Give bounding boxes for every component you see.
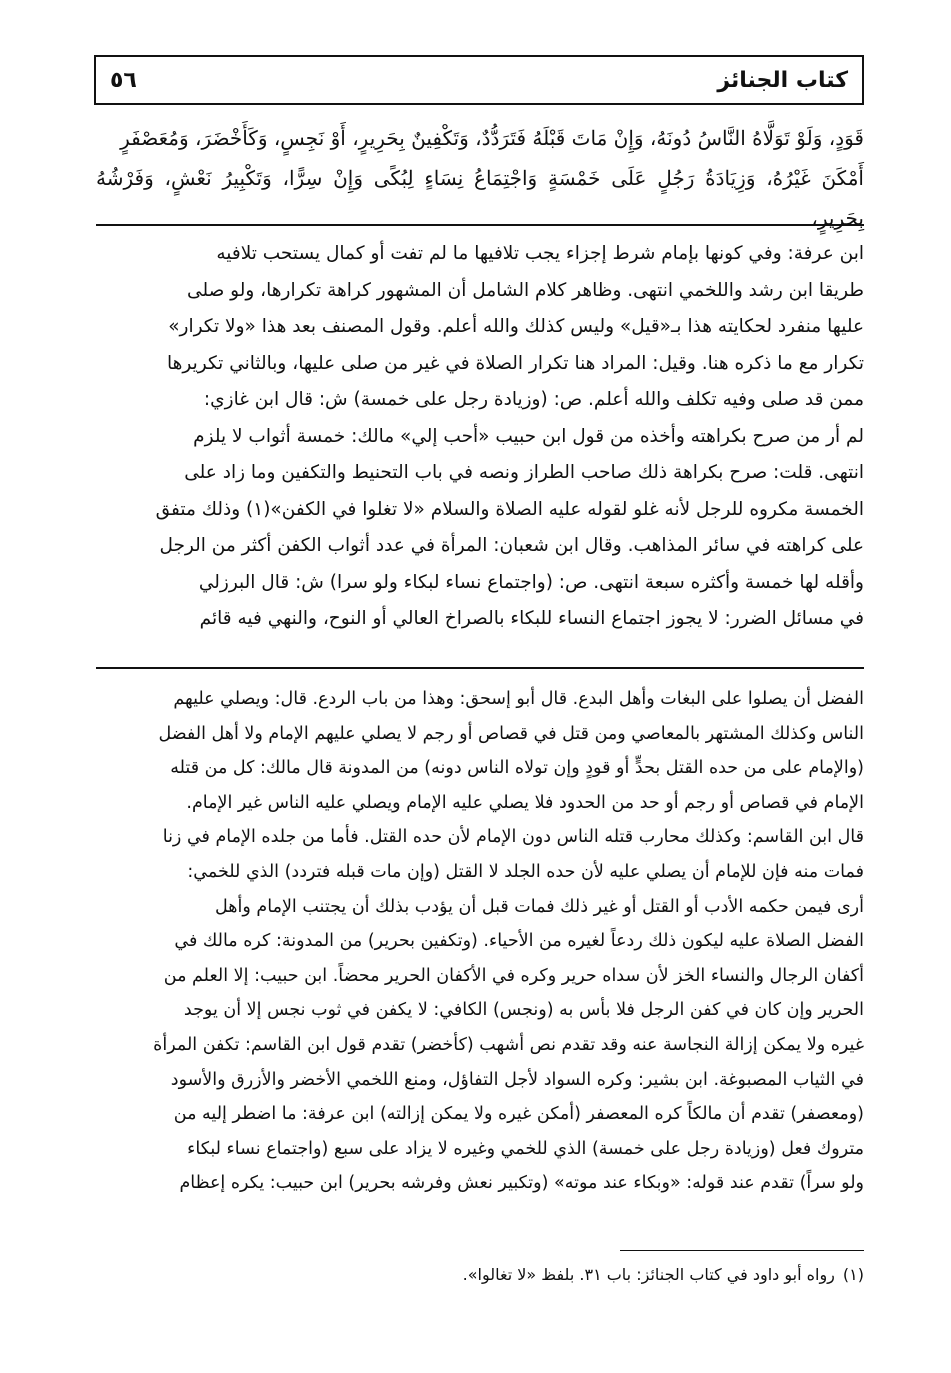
hashiya-line: متروك فعل (وزيادة رجل على خمسة) الذي للخمي وغيره لا يزاد على سبع (واجتماع نساء لبكاء xyxy=(187,1138,864,1159)
hashiya-line: الفضل الصلاة عليه ليكون ذلك ردعاً لغيره من الأحياء. (وتكفين بحرير) من المدونة: كره مالك في xyxy=(174,931,864,952)
hashiya-line: الحرير وإن كان في كفن الرجل فلا بأس به (ونجس) الكافي: لا يكفن في ثوب نجس إلا أن يوجد xyxy=(183,1000,864,1021)
hashiya-line: (والإمام على من حده القتل بحدٍّ أو قودٍ وإن تولاه الناس دونه) من المدونة قال مالك: كل من قتله xyxy=(170,758,864,779)
matn-line: أَمْكَنَ غَيْرُهُ، وَزِيَادَةُ رَجُلٍ عَلَى خَمْسَةٍ وَاجْتِمَاعُ نِسَاءٍ لِبُكًى وَإِنْ سِرًّا، وَتَكْبِيرُ نَعْشٍ، وَفَرْشُهُ بِحَرِيرٍ، xyxy=(96,166,864,230)
hashiya-line: الفضل أن يصلوا على البغات وأهل البدع. قال أبو إسحق: وهذا من باب الردع. قال: ويصلي عليهم xyxy=(173,689,864,709)
hashiya-line: في الثياب المصبوغة. ابن بشير: وكره السواد لأجل التفاؤل، ومنع اللخمي الأخضر والأزرق والأسود xyxy=(170,1069,864,1090)
footnote-marker: (١) xyxy=(842,1265,864,1284)
footnote xyxy=(200,1262,864,1288)
hashiya-line: الناس وكذلك المشتهر بالمعاصي ومن قتل في قصاص أو رجم لا يصلي عليهم الإمام ولا أهل الفضل xyxy=(158,723,864,744)
hashiya-line: ولو سراً) تقدم عند قوله: «وبكاء عند موته» (وتكبير نعش وفرشه بحرير) ابن حبيب: يكره إعظام xyxy=(179,1173,864,1194)
sharh-line: طريقا ابن رشد واللخمي انتهى. وظاهر كلام الشامل أن المشهور كراهة تكرارها، ولو صلى xyxy=(187,279,864,301)
hashiya-line: غيره ولا يمكن إزالة النجاسة عنه وقد تقدم نص أشهب (كأخضر) تقدم قول ابن القاسم: تكفن المرأة xyxy=(153,1034,864,1055)
matn-divider xyxy=(96,224,864,226)
sharh-line: على كراهته في سائر المذاهب. وقال ابن شعبان: المرأة في عدد أثواب الكفن أكثر من الرجل xyxy=(159,535,864,556)
footnote-text: رواه أبو داود في كتاب الجنائز: باب ٣١. بلفظ «لا تغالوا». xyxy=(462,1265,835,1284)
hashiya-line: قال ابن القاسم: وكذلك محارب قتله الناس دون الإمام لأن حده القتل. فأما من جلده الإمام في زنا xyxy=(162,827,864,848)
sharh-divider xyxy=(96,667,864,669)
sharh-line: ممن قد صلى وفيه تكلف والله أعلم. ص: (وزيادة رجل على خمسة) ش: قال ابن غازي: xyxy=(203,389,864,410)
hashiya-line: (ومعصفر) تقدم أن مالكاً كره المعصفر (أمكن غيره ولا يمكن إزالته) ابن عرفة: ما اضطر إليه من xyxy=(173,1104,864,1125)
sharh-line: الخمسة مكروه للرجل لأنه غلو لقوله عليه الصلاة والسلام «لا تغلوا في الكفن»(١) وذلك متفق xyxy=(155,498,864,520)
sharh-line: انتهى. قلت: صرح بكراهة ذلك صاحب الطراز ونصه في باب التحنيط والتكفين وما زاد على xyxy=(184,462,864,483)
sharh-line: تكرار مع ما ذكره هنا. وقيل: المراد هنا تكرار الصلاة في غير من صلى عليها، وبالثاني تكريرها xyxy=(167,352,864,374)
hashiya-line: الإمام في قصاص أو رجم أو حد من الحدود فلا يصلي عليه الإمام ويصلي عليه الناس غير الإمام. xyxy=(186,792,864,813)
hashiya-gloss xyxy=(96,682,864,1201)
hashiya-line: أكفان الرجال والنساء الخز لأن سداه حرير وكره في الأكفان الحرير محضاً. ابن حبيب: إلا العلم من xyxy=(163,965,864,986)
page-number: ٥٦ xyxy=(110,67,137,93)
matn-text xyxy=(96,118,864,238)
sharh-commentary xyxy=(96,236,864,638)
sharh-line: وأقله لها خمسة وأكثره سبعة انتهى. ص: (واجتماع نساء لبكاء ولو سرا) ش: قال البرزلي xyxy=(198,571,864,593)
chapter-title: كتاب الجنائز xyxy=(717,67,848,93)
sharh-line: في مسائل الضرر: لا يجوز اجتماع النساء للبكاء بالصراخ العالي أو النوح، والنهي فيه قائم xyxy=(199,608,864,629)
sharh-line: عليها منفرد لحكايته هذا بـ«قيل» وليس كذلك والله أعلم. وقول المصنف بعد هذا «ولا تكرار» xyxy=(168,316,864,337)
hashiya-line: فمات منه فإن للإمام أن يصلي عليه لأن حده الجلد لا القتل (وإن مات قبله فتردد) الذي للخمي: xyxy=(187,861,864,882)
sharh-line: لم أر من صرح بكراهته وأخذه من قول ابن حبيب «أحب إلي» مالك: خمسة أثواب لا يلزم xyxy=(193,425,864,447)
hashiya-line: أرى فيمن حكمه الأدب أو القتل أو غير ذلك فمات قبل أن يؤدب بذلك أن يجتنب الإمام وأهل xyxy=(215,896,864,917)
matn-line: قَوَدٍ، وَلَوْ تَوَلَّاهُ النَّاسُ دُونَهُ، وَإِنْ مَاتَ قَبْلَهُ فَتَرَدُّدٌ، وَتَكْفِينٌ بِحَرِيرٍ، أَوْ نَجِسٍ، وَكَأَخْضَرَ، وَمُعَصْفَرٍ xyxy=(120,126,864,150)
footnote-divider xyxy=(620,1250,864,1251)
sharh-line: ابن عرفة: وفي كونها بإمام شرط إجزاء يجب تلافيها ما لم تفت أو كمال يستحب تلافيه xyxy=(216,243,864,264)
page-header xyxy=(94,55,864,105)
